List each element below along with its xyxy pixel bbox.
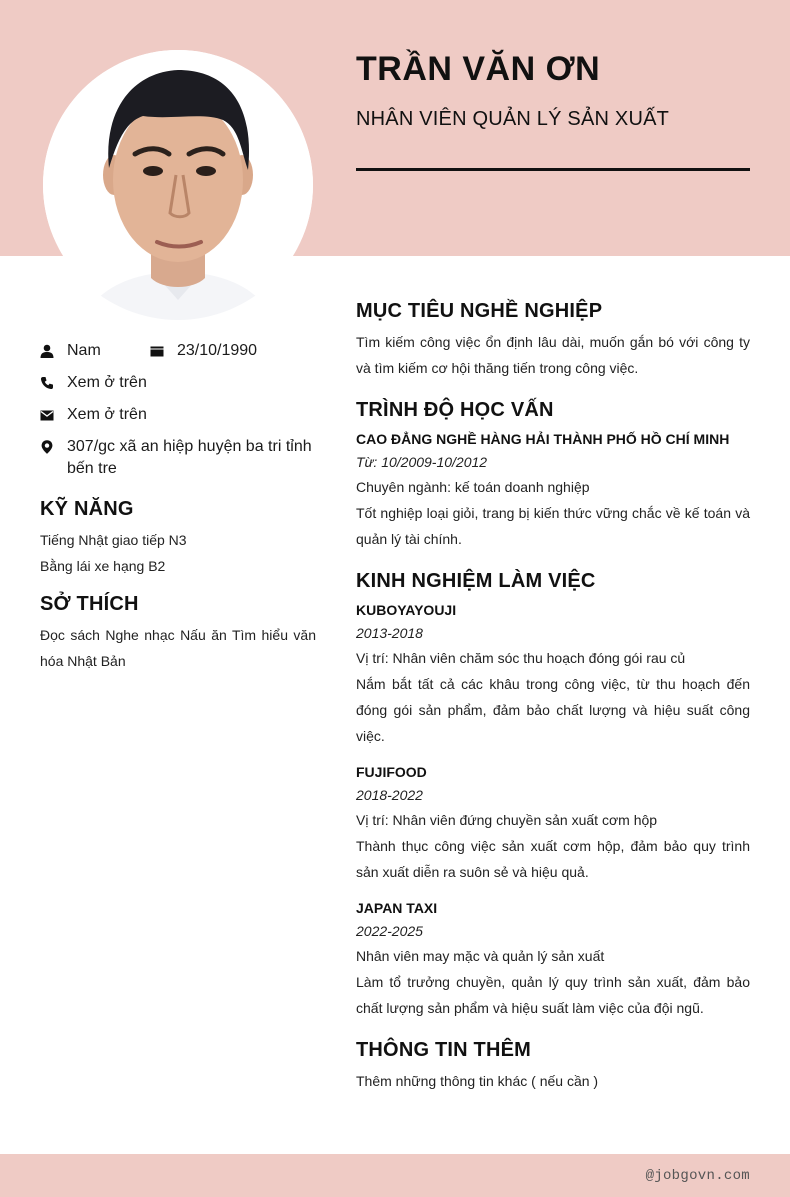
profile-photo [43, 50, 313, 320]
address-row [40, 436, 316, 480]
hobbies-heading: SỞ THÍCH [40, 593, 139, 615]
school-name: CAO ĐẲNG NGHỀ HÀNG HẢI THÀNH PHỐ HỒ CHÍ MINH [356, 431, 730, 447]
footer-watermark: @jobgovn.com [645, 1168, 750, 1184]
experience-entry [356, 599, 750, 749]
phone-row [40, 372, 316, 394]
candidate-name: TRẦN VĂN ƠN [356, 50, 601, 88]
experience-period: 2018-2022 [356, 787, 423, 803]
skills-heading: KỸ NĂNG [40, 498, 134, 520]
experience-period: 2013-2018 [356, 625, 423, 641]
experience-desc: Làm tổ trưởng chuyền, quản lý quy trình sản xuất, đảm bảo chất lượng sản phẩm và hiệu suất làm việc của đội ngũ. [356, 974, 750, 1016]
job-title: NHÂN VIÊN QUẢN LÝ SẢN XUẤT [356, 108, 670, 130]
company-name: JAPAN TAXI [356, 900, 438, 916]
objective-text: Tìm kiếm công việc ổn định lâu dài, muốn gắn bó với công ty và tìm kiếm cơ hội thăng tiến trong công việc. [356, 334, 750, 376]
experience-section [356, 570, 750, 1021]
education-desc: Tốt nghiệp loại giỏi, trang bị kiến thức vững chắc về kế toán và quản lý tài chính. [356, 505, 750, 547]
experience-role: Vị trí: Nhân viên chăm sóc thu hoạch đóng gói rau củ [356, 650, 686, 666]
education-section [356, 399, 750, 552]
right-column [356, 300, 750, 1112]
education-major: Chuyên ngành: kế toán doanh nghiệp [356, 479, 590, 495]
extra-info-heading: THÔNG TIN THÊM [356, 1039, 532, 1061]
phone-value: Xem ở trên [67, 374, 147, 391]
experience-entry [356, 761, 750, 885]
skill-item: Tiếng Nhật giao tiếp N3 [40, 532, 187, 548]
objective-heading: MỤC TIÊU NGHỀ NGHIỆP [356, 300, 603, 322]
company-name: KUBOYAYOUJI [356, 602, 457, 618]
gender-birthday-row [40, 340, 316, 362]
skill-item: Bằng lái xe hạng B2 [40, 558, 166, 574]
address-value: 307/gc xã an hiệp huyện ba tri tỉnh bến tre [67, 438, 312, 477]
company-name: FUJIFOOD [356, 764, 427, 780]
experience-role: Vị trí: Nhân viên đứng chuyền sản xuất cơm hộp [356, 812, 658, 828]
experience-desc: Thành thục công việc sản xuất cơm hộp, đảm bảo quy trình sản xuất diễn ra suôn sẻ và hiệu quả. [356, 838, 750, 880]
extra-info-text: Thêm những thông tin khác ( nếu cần ) [356, 1073, 599, 1089]
experience-role: Nhân viên may mặc và quản lý sản xuất [356, 948, 605, 964]
location-pin-icon [40, 436, 54, 458]
email-row [40, 404, 316, 426]
left-column [40, 340, 316, 674]
extra-info-section [356, 1039, 750, 1094]
hobbies-text: Đọc sách Nghe nhạc Nấu ăn Tìm hiểu văn hóa Nhật Bản [40, 627, 316, 669]
education-heading: TRÌNH ĐỘ HỌC VẤN [356, 399, 554, 421]
experience-desc: Nắm bắt tất cả các khâu trong công việc, từ thu hoạch đến đóng gói sản phẩm, đảm bảo chất lượng và hiệu suất công việc. [356, 676, 750, 744]
phone-icon [40, 372, 54, 394]
title-divider [356, 168, 750, 171]
objective-section [356, 300, 750, 381]
experience-heading: KINH NGHIỆM LÀM VIỆC [356, 570, 596, 592]
education-period: Từ: 10/2009-10/2012 [356, 454, 488, 470]
experience-entry [356, 897, 750, 1021]
experience-period: 2022-2025 [356, 923, 423, 939]
person-icon [40, 340, 54, 362]
birthday-value: 23/10/1990 [177, 342, 258, 359]
calendar-icon [150, 340, 164, 362]
email-value: Xem ở trên [67, 406, 147, 423]
envelope-icon [40, 404, 54, 426]
portrait-image [43, 50, 313, 320]
gender-value: Nam [67, 342, 101, 359]
